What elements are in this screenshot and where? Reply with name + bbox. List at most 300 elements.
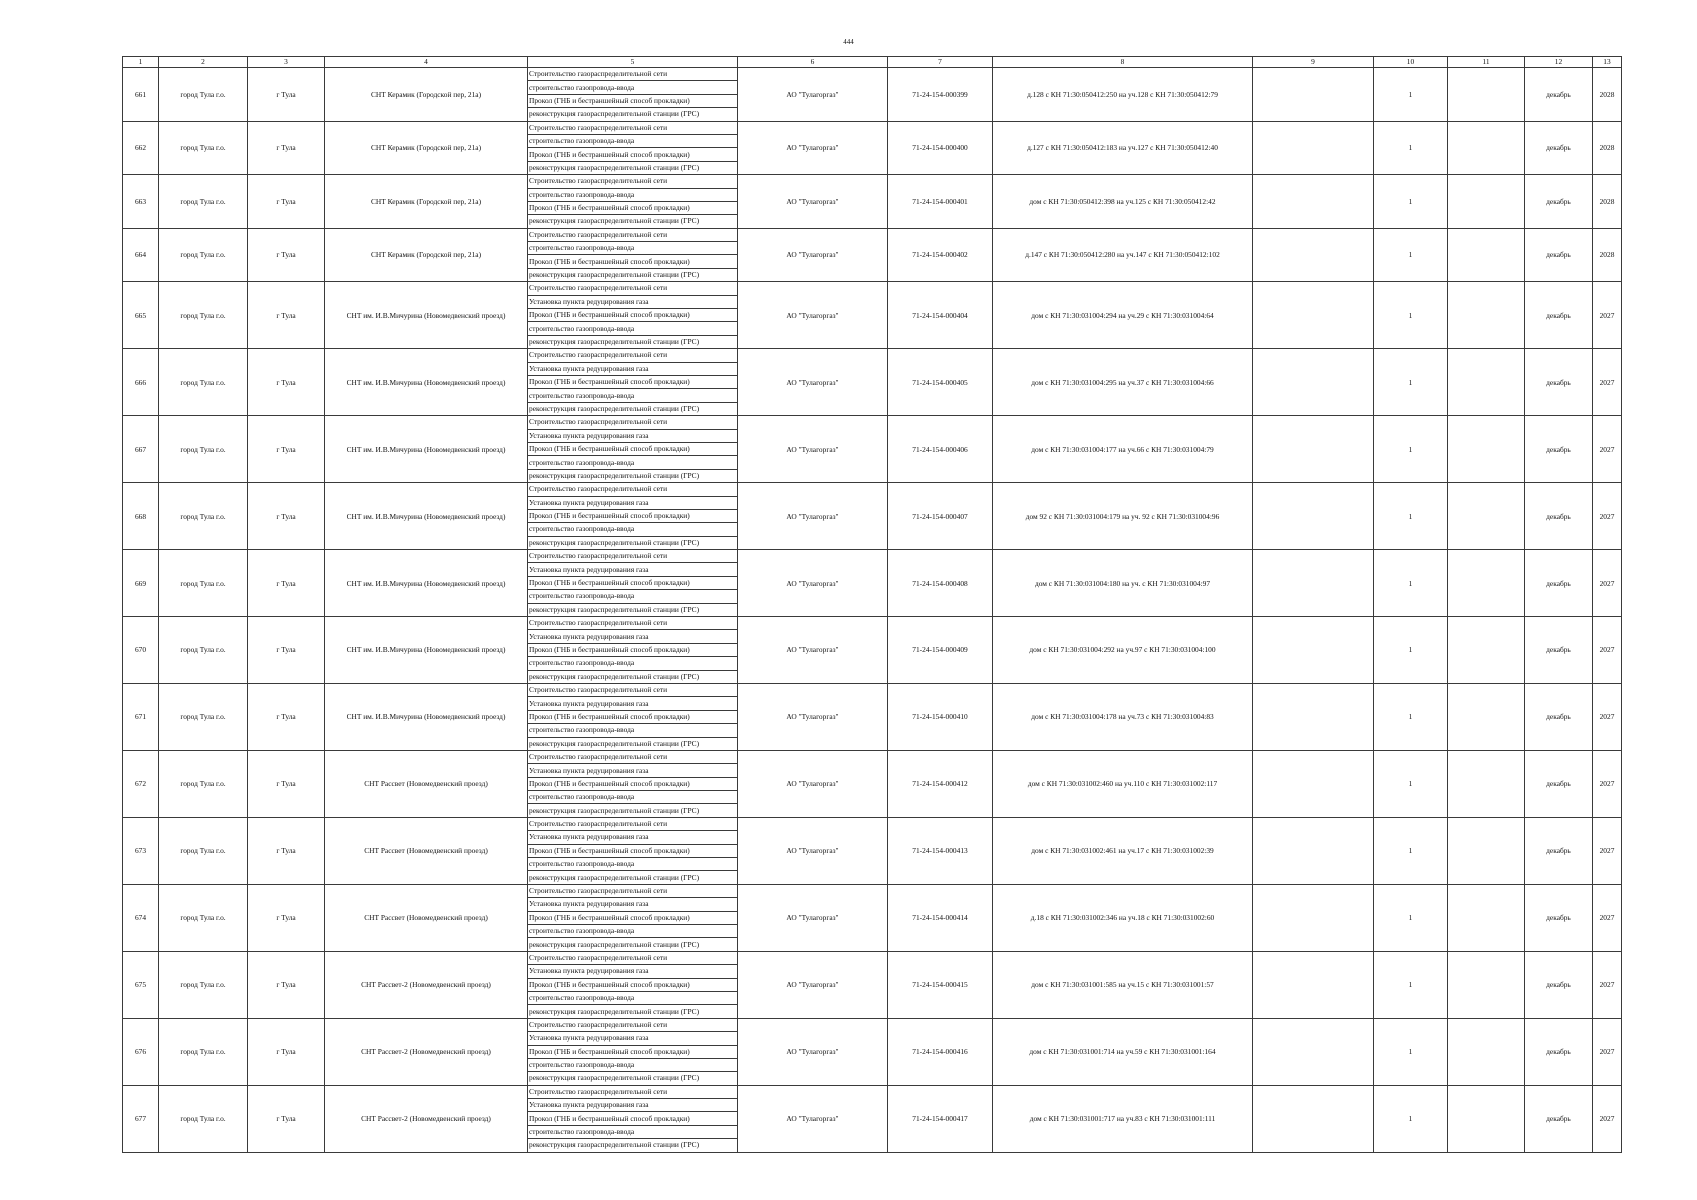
work-item-cell: Прокол (ГНБ и бестраншейный способ прокладки) bbox=[528, 442, 738, 455]
organization-cell: АО "Тулагоргаз" bbox=[738, 68, 888, 122]
month-cell: декабрь bbox=[1525, 1018, 1593, 1085]
organization-cell: АО "Тулагоргаз" bbox=[738, 483, 888, 550]
column-11-cell bbox=[1448, 1085, 1525, 1152]
table-row bbox=[123, 121, 1622, 134]
page-number: 444 bbox=[843, 38, 854, 46]
column-11-cell bbox=[1448, 750, 1525, 817]
table-row bbox=[123, 483, 1622, 496]
column-9-cell bbox=[1253, 1018, 1374, 1085]
work-item-cell: Прокол (ГНБ и бестраншейный способ прокладки) bbox=[528, 201, 738, 214]
row-number-cell: 663 bbox=[123, 175, 159, 229]
address-cell: д.147 с КН 71:30:050412:280 на уч.147 с КН 71:30:050412:102 bbox=[993, 228, 1253, 282]
organization-cell: АО "Тулагоргаз" bbox=[738, 1085, 888, 1152]
work-item-cell: реконструкция газораспределительной станции (ГРС) bbox=[528, 1005, 738, 1018]
work-item-cell: строительство газопровода-ввода bbox=[528, 657, 738, 670]
code-cell: 71-24-154-000410 bbox=[888, 683, 993, 750]
work-item-cell: Строительство газораспределительной сети bbox=[528, 1085, 738, 1098]
work-item-cell: реконструкция газораспределительной станции (ГРС) bbox=[528, 402, 738, 415]
column-11-cell bbox=[1448, 617, 1525, 684]
column-9-cell bbox=[1253, 1085, 1374, 1152]
month-cell: декабрь bbox=[1525, 228, 1593, 282]
code-cell: 71-24-154-000417 bbox=[888, 1085, 993, 1152]
work-item-cell: Строительство газораспределительной сети bbox=[528, 683, 738, 696]
code-cell: 71-24-154-000402 bbox=[888, 228, 993, 282]
column-11-cell bbox=[1448, 683, 1525, 750]
table-row bbox=[123, 617, 1622, 630]
work-item-cell: Прокол (ГНБ и бестраншейный способ прокладки) bbox=[528, 94, 738, 107]
work-item-cell: строительство газопровода-ввода bbox=[528, 523, 738, 536]
quantity-cell: 1 bbox=[1374, 68, 1448, 122]
column-9-cell bbox=[1253, 349, 1374, 416]
organization-cell: АО "Тулагоргаз" bbox=[738, 817, 888, 884]
work-item-cell: Строительство газораспределительной сети bbox=[528, 884, 738, 897]
month-cell: декабрь bbox=[1525, 416, 1593, 483]
organization-cell: АО "Тулагоргаз" bbox=[738, 617, 888, 684]
column-header: 4 bbox=[325, 57, 528, 68]
column-9-cell bbox=[1253, 884, 1374, 951]
month-cell: декабрь bbox=[1525, 750, 1593, 817]
locality-cell: г Тула bbox=[248, 617, 325, 684]
year-cell: 2028 bbox=[1593, 68, 1622, 122]
organization-cell: АО "Тулагоргаз" bbox=[738, 416, 888, 483]
year-cell: 2028 bbox=[1593, 228, 1622, 282]
quantity-cell: 1 bbox=[1374, 617, 1448, 684]
address-cell: д.127 с КН 71:30:050412:183 на уч.127 с КН 71:30:050412:40 bbox=[993, 121, 1253, 175]
district-cell: город Тула г.о. bbox=[159, 617, 248, 684]
address-cell: д.18 с КН 71:30:031002:346 на уч.18 с КН 71:30:031002:60 bbox=[993, 884, 1253, 951]
code-cell: 71-24-154-000412 bbox=[888, 750, 993, 817]
column-9-cell bbox=[1253, 282, 1374, 349]
work-item-cell: Строительство газораспределительной сети bbox=[528, 1018, 738, 1031]
table-row bbox=[123, 1018, 1622, 1031]
object-cell: СНТ Рассвет (Новомедвенский проезд) bbox=[325, 884, 528, 951]
column-header: 13 bbox=[1593, 57, 1622, 68]
column-9-cell bbox=[1253, 750, 1374, 817]
district-cell: город Тула г.о. bbox=[159, 121, 248, 175]
object-cell: СНТ им. И.В.Мичурина (Новомедвенский проезд) bbox=[325, 550, 528, 617]
locality-cell: г Тула bbox=[248, 121, 325, 175]
locality-cell: г Тула bbox=[248, 483, 325, 550]
work-item-cell: строительство газопровода-ввода bbox=[528, 81, 738, 94]
object-cell: СНТ Рассвет (Новомедвенский проезд) bbox=[325, 817, 528, 884]
locality-cell: г Тула bbox=[248, 750, 325, 817]
column-9-cell bbox=[1253, 951, 1374, 1018]
work-item-cell: реконструкция газораспределительной станции (ГРС) bbox=[528, 670, 738, 683]
organization-cell: АО "Тулагоргаз" bbox=[738, 951, 888, 1018]
work-item-cell: реконструкция газораспределительной станции (ГРС) bbox=[528, 1072, 738, 1085]
month-cell: декабрь bbox=[1525, 617, 1593, 684]
code-cell: 71-24-154-000408 bbox=[888, 550, 993, 617]
district-cell: город Тула г.о. bbox=[159, 951, 248, 1018]
code-cell: 71-24-154-000407 bbox=[888, 483, 993, 550]
row-number-cell: 674 bbox=[123, 884, 159, 951]
work-item-cell: Строительство газораспределительной сети bbox=[528, 416, 738, 429]
column-11-cell bbox=[1448, 884, 1525, 951]
code-cell: 71-24-154-000405 bbox=[888, 349, 993, 416]
column-9-cell bbox=[1253, 617, 1374, 684]
month-cell: декабрь bbox=[1525, 951, 1593, 1018]
year-cell: 2027 bbox=[1593, 1085, 1622, 1152]
district-cell: город Тула г.о. bbox=[159, 1018, 248, 1085]
column-header: 8 bbox=[993, 57, 1253, 68]
work-item-cell: строительство газопровода-ввода bbox=[528, 242, 738, 255]
code-cell: 71-24-154-000413 bbox=[888, 817, 993, 884]
table-row bbox=[123, 817, 1622, 830]
code-cell: 71-24-154-000404 bbox=[888, 282, 993, 349]
locality-cell: г Тула bbox=[248, 550, 325, 617]
work-item-cell: реконструкция газораспределительной станции (ГРС) bbox=[528, 871, 738, 884]
quantity-cell: 1 bbox=[1374, 121, 1448, 175]
column-9-cell bbox=[1253, 68, 1374, 122]
work-item-cell: Установка пункта редуцирования газа bbox=[528, 630, 738, 643]
work-item-cell: Строительство газораспределительной сети bbox=[528, 68, 738, 81]
work-item-cell: реконструкция газораспределительной станции (ГРС) bbox=[528, 108, 738, 121]
table-row bbox=[123, 416, 1622, 429]
quantity-cell: 1 bbox=[1374, 483, 1448, 550]
quantity-cell: 1 bbox=[1374, 683, 1448, 750]
district-cell: город Тула г.о. bbox=[159, 817, 248, 884]
column-header: 7 bbox=[888, 57, 993, 68]
quantity-cell: 1 bbox=[1374, 750, 1448, 817]
code-cell: 71-24-154-000400 bbox=[888, 121, 993, 175]
address-cell: дом с КН 71:30:031001:585 на уч.15 с КН 71:30:031001:57 bbox=[993, 951, 1253, 1018]
column-11-cell bbox=[1448, 483, 1525, 550]
table-row bbox=[123, 349, 1622, 362]
district-cell: город Тула г.о. bbox=[159, 416, 248, 483]
work-item-cell: Прокол (ГНБ и бестраншейный способ прокладки) bbox=[528, 643, 738, 656]
work-item-cell: реконструкция газораспределительной станции (ГРС) bbox=[528, 335, 738, 348]
work-item-cell: Установка пункта редуцирования газа bbox=[528, 965, 738, 978]
organization-cell: АО "Тулагоргаз" bbox=[738, 349, 888, 416]
organization-cell: АО "Тулагоргаз" bbox=[738, 884, 888, 951]
row-number-cell: 676 bbox=[123, 1018, 159, 1085]
object-cell: СНТ Керамик (Городской пер, 21а) bbox=[325, 68, 528, 122]
locality-cell: г Тула bbox=[248, 1085, 325, 1152]
work-item-cell: Прокол (ГНБ и бестраншейный способ прокладки) bbox=[528, 844, 738, 857]
locality-cell: г Тула bbox=[248, 228, 325, 282]
row-number-cell: 666 bbox=[123, 349, 159, 416]
organization-cell: АО "Тулагоргаз" bbox=[738, 1018, 888, 1085]
work-item-cell: строительство газопровода-ввода bbox=[528, 1058, 738, 1071]
address-cell: дом с КН 71:30:031004:178 на уч.73 с КН 71:30:031004:83 bbox=[993, 683, 1253, 750]
year-cell: 2027 bbox=[1593, 951, 1622, 1018]
object-cell: СНТ Керамик (Городской пер, 21а) bbox=[325, 121, 528, 175]
work-item-cell: Строительство газораспределительной сети bbox=[528, 228, 738, 241]
object-cell: СНТ им. И.В.Мичурина (Новомедвенский проезд) bbox=[325, 349, 528, 416]
code-cell: 71-24-154-000399 bbox=[888, 68, 993, 122]
work-item-cell: Установка пункта редуцирования газа bbox=[528, 1099, 738, 1112]
table-row bbox=[123, 282, 1622, 295]
work-item-cell: Прокол (ГНБ и бестраншейный способ прокладки) bbox=[528, 978, 738, 991]
work-item-cell: Установка пункта редуцирования газа bbox=[528, 362, 738, 375]
year-cell: 2027 bbox=[1593, 282, 1622, 349]
work-item-cell: строительство газопровода-ввода bbox=[528, 724, 738, 737]
month-cell: декабрь bbox=[1525, 349, 1593, 416]
organization-cell: АО "Тулагоргаз" bbox=[738, 121, 888, 175]
quantity-cell: 1 bbox=[1374, 416, 1448, 483]
work-item-cell: реконструкция газораспределительной станции (ГРС) bbox=[528, 268, 738, 281]
year-cell: 2027 bbox=[1593, 683, 1622, 750]
work-item-cell: строительство газопровода-ввода bbox=[528, 389, 738, 402]
year-cell: 2027 bbox=[1593, 617, 1622, 684]
row-number-cell: 661 bbox=[123, 68, 159, 122]
district-cell: город Тула г.о. bbox=[159, 228, 248, 282]
year-cell: 2027 bbox=[1593, 349, 1622, 416]
organization-cell: АО "Тулагоргаз" bbox=[738, 228, 888, 282]
column-11-cell bbox=[1448, 68, 1525, 122]
work-item-cell: реконструкция газораспределительной станции (ГРС) bbox=[528, 938, 738, 951]
work-item-cell: Прокол (ГНБ и бестраншейный способ прокладки) bbox=[528, 710, 738, 723]
quantity-cell: 1 bbox=[1374, 282, 1448, 349]
locality-cell: г Тула bbox=[248, 951, 325, 1018]
code-cell: 71-24-154-000401 bbox=[888, 175, 993, 229]
work-item-cell: реконструкция газораспределительной станции (ГРС) bbox=[528, 737, 738, 750]
district-cell: город Тула г.о. bbox=[159, 550, 248, 617]
work-item-cell: Установка пункта редуцирования газа bbox=[528, 697, 738, 710]
column-header: 3 bbox=[248, 57, 325, 68]
table-row bbox=[123, 68, 1622, 81]
quantity-cell: 1 bbox=[1374, 1085, 1448, 1152]
object-cell: СНТ Рассвет-2 (Новомедвенский проезд) bbox=[325, 1018, 528, 1085]
work-item-cell: Установка пункта редуцирования газа bbox=[528, 496, 738, 509]
year-cell: 2027 bbox=[1593, 483, 1622, 550]
district-cell: город Тула г.о. bbox=[159, 175, 248, 229]
work-item-cell: Строительство газораспределительной сети bbox=[528, 617, 738, 630]
column-header: 1 bbox=[123, 57, 159, 68]
month-cell: декабрь bbox=[1525, 282, 1593, 349]
table-row bbox=[123, 175, 1622, 188]
column-header: 5 bbox=[528, 57, 738, 68]
work-item-cell: строительство газопровода-ввода bbox=[528, 1125, 738, 1138]
organization-cell: АО "Тулагоргаз" bbox=[738, 750, 888, 817]
year-cell: 2027 bbox=[1593, 750, 1622, 817]
month-cell: декабрь bbox=[1525, 175, 1593, 229]
work-item-cell: реконструкция газораспределительной станции (ГРС) bbox=[528, 536, 738, 549]
work-item-cell: Прокол (ГНБ и бестраншейный способ прокладки) bbox=[528, 576, 738, 589]
object-cell: СНТ им. И.В.Мичурина (Новомедвенский проезд) bbox=[325, 416, 528, 483]
table-row bbox=[123, 683, 1622, 696]
column-number-row bbox=[123, 57, 1622, 68]
year-cell: 2027 bbox=[1593, 416, 1622, 483]
work-item-cell: строительство газопровода-ввода bbox=[528, 791, 738, 804]
column-header: 9 bbox=[1253, 57, 1374, 68]
month-cell: декабрь bbox=[1525, 121, 1593, 175]
quantity-cell: 1 bbox=[1374, 951, 1448, 1018]
year-cell: 2027 bbox=[1593, 550, 1622, 617]
object-cell: СНТ им. И.В.Мичурина (Новомедвенский проезд) bbox=[325, 282, 528, 349]
month-cell: декабрь bbox=[1525, 817, 1593, 884]
work-item-cell: реконструкция газораспределительной станции (ГРС) bbox=[528, 215, 738, 228]
month-cell: декабрь bbox=[1525, 550, 1593, 617]
column-11-cell bbox=[1448, 121, 1525, 175]
table-row bbox=[123, 550, 1622, 563]
organization-cell: АО "Тулагоргаз" bbox=[738, 683, 888, 750]
object-cell: СНТ им. И.В.Мичурина (Новомедвенский проезд) bbox=[325, 617, 528, 684]
month-cell: декабрь bbox=[1525, 683, 1593, 750]
quantity-cell: 1 bbox=[1374, 884, 1448, 951]
work-item-cell: строительство газопровода-ввода bbox=[528, 858, 738, 871]
address-cell: дом с КН 71:30:031004:177 на уч.66 с КН 71:30:031004:79 bbox=[993, 416, 1253, 483]
column-header: 10 bbox=[1374, 57, 1448, 68]
work-item-cell: строительство газопровода-ввода bbox=[528, 456, 738, 469]
work-item-cell: Строительство газораспределительной сети bbox=[528, 750, 738, 763]
row-number-cell: 675 bbox=[123, 951, 159, 1018]
district-cell: город Тула г.о. bbox=[159, 884, 248, 951]
row-number-cell: 671 bbox=[123, 683, 159, 750]
address-cell: дом с КН 71:30:031004:294 на уч.29 с КН 71:30:031004:64 bbox=[993, 282, 1253, 349]
address-cell: дом с КН 71:30:031002:460 на уч.110 с КН 71:30:031002:117 bbox=[993, 750, 1253, 817]
work-item-cell: строительство газопровода-ввода bbox=[528, 590, 738, 603]
work-item-cell: Установка пункта редуцирования газа bbox=[528, 429, 738, 442]
district-cell: город Тула г.о. bbox=[159, 282, 248, 349]
quantity-cell: 1 bbox=[1374, 1018, 1448, 1085]
column-header: 11 bbox=[1448, 57, 1525, 68]
work-item-cell: Установка пункта редуцирования газа bbox=[528, 898, 738, 911]
address-cell: дом с КН 71:30:031004:180 на уч. с КН 71:30:031004:97 bbox=[993, 550, 1253, 617]
year-cell: 2027 bbox=[1593, 1018, 1622, 1085]
code-cell: 71-24-154-000415 bbox=[888, 951, 993, 1018]
object-cell: СНТ им. И.В.Мичурина (Новомедвенский проезд) bbox=[325, 683, 528, 750]
month-cell: декабрь bbox=[1525, 1085, 1593, 1152]
register-body bbox=[123, 68, 1622, 1153]
column-header: 2 bbox=[159, 57, 248, 68]
district-cell: город Тула г.о. bbox=[159, 750, 248, 817]
work-item-cell: Прокол (ГНБ и бестраншейный способ прокладки) bbox=[528, 148, 738, 161]
quantity-cell: 1 bbox=[1374, 550, 1448, 617]
work-item-cell: строительство газопровода-ввода bbox=[528, 991, 738, 1004]
code-cell: 71-24-154-000414 bbox=[888, 884, 993, 951]
column-11-cell bbox=[1448, 282, 1525, 349]
year-cell: 2027 bbox=[1593, 884, 1622, 951]
column-9-cell bbox=[1253, 175, 1374, 229]
column-11-cell bbox=[1448, 228, 1525, 282]
work-item-cell: реконструкция газораспределительной станции (ГРС) bbox=[528, 804, 738, 817]
year-cell: 2028 bbox=[1593, 175, 1622, 229]
table-row bbox=[123, 228, 1622, 241]
code-cell: 71-24-154-000406 bbox=[888, 416, 993, 483]
column-11-cell bbox=[1448, 349, 1525, 416]
column-11-cell bbox=[1448, 550, 1525, 617]
work-item-cell: Прокол (ГНБ и бестраншейный способ прокладки) bbox=[528, 1045, 738, 1058]
district-cell: город Тула г.о. bbox=[159, 683, 248, 750]
district-cell: город Тула г.о. bbox=[159, 68, 248, 122]
work-item-cell: реконструкция газораспределительной станции (ГРС) bbox=[528, 469, 738, 482]
row-number-cell: 665 bbox=[123, 282, 159, 349]
address-cell: д.128 с КН 71:30:050412:250 на уч.128 с КН 71:30:050412:79 bbox=[993, 68, 1253, 122]
table-row bbox=[123, 1085, 1622, 1098]
column-11-cell bbox=[1448, 1018, 1525, 1085]
district-cell: город Тула г.о. bbox=[159, 349, 248, 416]
district-cell: город Тула г.о. bbox=[159, 483, 248, 550]
work-item-cell: реконструкция газораспределительной станции (ГРС) bbox=[528, 161, 738, 174]
object-cell: СНТ Рассвет (Новомедвенский проезд) bbox=[325, 750, 528, 817]
row-number-cell: 672 bbox=[123, 750, 159, 817]
address-cell: дом с КН 71:30:031001:714 на уч.59 с КН 71:30:031001:164 bbox=[993, 1018, 1253, 1085]
work-item-cell: Строительство газораспределительной сети bbox=[528, 282, 738, 295]
work-item-cell: реконструкция газораспределительной станции (ГРС) bbox=[528, 1139, 738, 1152]
work-item-cell: Строительство газораспределительной сети bbox=[528, 483, 738, 496]
object-cell: СНТ им. И.В.Мичурина (Новомедвенский проезд) bbox=[325, 483, 528, 550]
object-cell: СНТ Рассвет-2 (Новомедвенский проезд) bbox=[325, 951, 528, 1018]
address-cell: дом 92 с КН 71:30:031004:179 на уч. 92 с КН 71:30:031004:96 bbox=[993, 483, 1253, 550]
object-cell: СНТ Рассвет-2 (Новомедвенский проезд) bbox=[325, 1085, 528, 1152]
work-item-cell: Прокол (ГНБ и бестраншейный способ прокладки) bbox=[528, 911, 738, 924]
month-cell: декабрь bbox=[1525, 68, 1593, 122]
row-number-cell: 677 bbox=[123, 1085, 159, 1152]
row-number-cell: 669 bbox=[123, 550, 159, 617]
year-cell: 2027 bbox=[1593, 817, 1622, 884]
work-item-cell: реконструкция газораспределительной станции (ГРС) bbox=[528, 603, 738, 616]
work-item-cell: Установка пункта редуцирования газа bbox=[528, 1032, 738, 1045]
work-item-cell: Установка пункта редуцирования газа bbox=[528, 764, 738, 777]
month-cell: декабрь bbox=[1525, 483, 1593, 550]
work-item-cell: Строительство газораспределительной сети bbox=[528, 349, 738, 362]
work-item-cell: Строительство газораспределительной сети bbox=[528, 121, 738, 134]
work-item-cell: строительство газопровода-ввода bbox=[528, 134, 738, 147]
locality-cell: г Тула bbox=[248, 349, 325, 416]
row-number-cell: 673 bbox=[123, 817, 159, 884]
work-item-cell: Строительство газораспределительной сети bbox=[528, 550, 738, 563]
locality-cell: г Тула bbox=[248, 884, 325, 951]
work-item-cell: Прокол (ГНБ и бестраншейный способ прокладки) bbox=[528, 509, 738, 522]
work-item-cell: Прокол (ГНБ и бестраншейный способ прокладки) bbox=[528, 309, 738, 322]
column-9-cell bbox=[1253, 817, 1374, 884]
work-item-cell: Прокол (ГНБ и бестраншейный способ прокладки) bbox=[528, 1112, 738, 1125]
locality-cell: г Тула bbox=[248, 68, 325, 122]
column-9-cell bbox=[1253, 121, 1374, 175]
work-item-cell: Прокол (ГНБ и бестраншейный способ прокладки) bbox=[528, 255, 738, 268]
address-cell: дом с КН 71:30:031004:292 на уч.97 с КН 71:30:031004:100 bbox=[993, 617, 1253, 684]
column-header: 12 bbox=[1525, 57, 1593, 68]
object-cell: СНТ Керамик (Городской пер, 21а) bbox=[325, 175, 528, 229]
column-header: 6 bbox=[738, 57, 888, 68]
code-cell: 71-24-154-000416 bbox=[888, 1018, 993, 1085]
month-cell: декабрь bbox=[1525, 884, 1593, 951]
work-item-cell: Строительство газораспределительной сети bbox=[528, 951, 738, 964]
locality-cell: г Тула bbox=[248, 282, 325, 349]
organization-cell: АО "Тулагоргаз" bbox=[738, 282, 888, 349]
code-cell: 71-24-154-000409 bbox=[888, 617, 993, 684]
table-row bbox=[123, 750, 1622, 763]
column-11-cell bbox=[1448, 951, 1525, 1018]
column-11-cell bbox=[1448, 416, 1525, 483]
work-item-cell: Прокол (ГНБ и бестраншейный способ прокладки) bbox=[528, 777, 738, 790]
row-number-cell: 668 bbox=[123, 483, 159, 550]
work-item-cell: строительство газопровода-ввода bbox=[528, 188, 738, 201]
work-item-cell: Строительство газораспределительной сети bbox=[528, 817, 738, 830]
column-11-cell bbox=[1448, 817, 1525, 884]
quantity-cell: 1 bbox=[1374, 175, 1448, 229]
column-9-cell bbox=[1253, 416, 1374, 483]
column-11-cell bbox=[1448, 175, 1525, 229]
locality-cell: г Тула bbox=[248, 683, 325, 750]
locality-cell: г Тула bbox=[248, 416, 325, 483]
work-item-cell: Прокол (ГНБ и бестраншейный способ прокладки) bbox=[528, 375, 738, 388]
organization-cell: АО "Тулагоргаз" bbox=[738, 175, 888, 229]
quantity-cell: 1 bbox=[1374, 817, 1448, 884]
table-row bbox=[123, 884, 1622, 897]
work-item-cell: Установка пункта редуцирования газа bbox=[528, 563, 738, 576]
row-number-cell: 670 bbox=[123, 617, 159, 684]
column-9-cell bbox=[1253, 228, 1374, 282]
address-cell: дом с КН 71:30:031002:461 на уч.17 с КН 71:30:031002:39 bbox=[993, 817, 1253, 884]
year-cell: 2028 bbox=[1593, 121, 1622, 175]
address-cell: дом с КН 71:30:050412:398 на уч.125 с КН 71:30:050412:42 bbox=[993, 175, 1253, 229]
column-9-cell bbox=[1253, 483, 1374, 550]
locality-cell: г Тула bbox=[248, 175, 325, 229]
column-9-cell bbox=[1253, 683, 1374, 750]
row-number-cell: 662 bbox=[123, 121, 159, 175]
